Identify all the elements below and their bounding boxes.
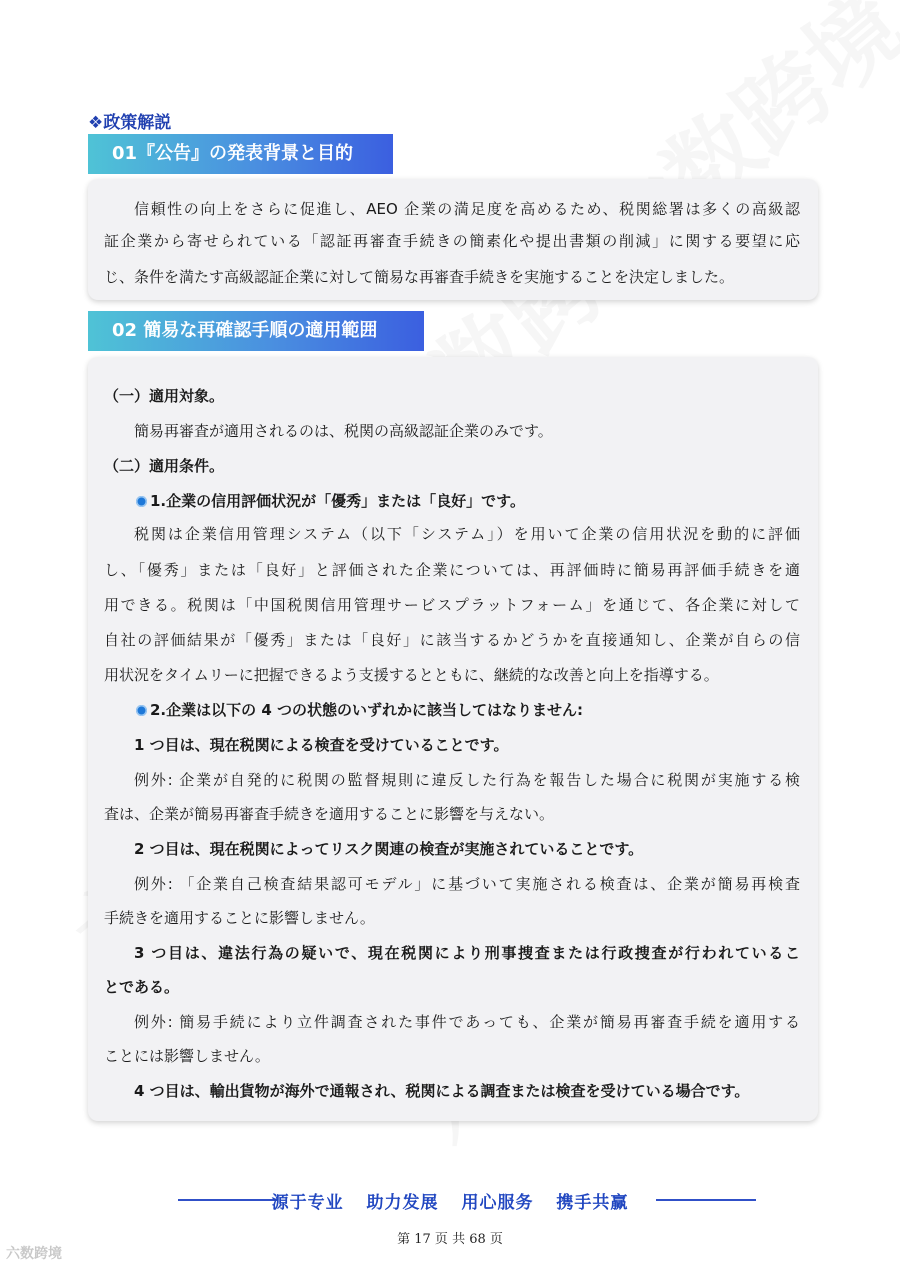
paragraph-line: 例外: 企業が自発的に税関の監督規則に違反した行為を報告した場合に税関が実施する検 bbox=[134, 771, 800, 789]
paragraph-line: ことには影響しません。 bbox=[104, 1047, 270, 1065]
corner-logo: 六数跨境 bbox=[6, 1246, 62, 1262]
case-1-heading: 1 つ目は、現在税関による検査を受けていることです。 bbox=[134, 736, 509, 754]
paragraph-line: じ、条件を満たす高級認証企業に対して簡易な再審査手続きを実施することを決定しました。 bbox=[104, 268, 735, 286]
subheading-target: （一）適用対象。 bbox=[104, 387, 225, 405]
condition-2-heading: 2.企業は以下の 4 つの状態のいずれかに該当してはなりません: bbox=[136, 699, 583, 720]
paragraph-line: 証企業から寄せられている「認証再審査手続きの簡素化や提出書類の削減」に関する要望に応 bbox=[104, 232, 800, 250]
section-tag: ❖政策解説 bbox=[88, 113, 172, 133]
subheading-conditions: （二）適用条件。 bbox=[104, 457, 225, 475]
paragraph-line: 税関は企業信用管理システム（以下「システム」）を用いて企業の信用状況を動的に評価 bbox=[134, 525, 800, 543]
paragraph-line: 信頼性の向上をさらに促進し、AEO 企業の満足度を高めるため、税関総署は多くの高級認 bbox=[134, 200, 800, 218]
bullet-icon bbox=[136, 496, 147, 507]
paragraph-line: 用できる。税関は「中国税関信用管理サービスプラットフォーム」を通じて、各企業に対して bbox=[104, 596, 800, 614]
paragraph-line: し、「優秀」または「良好」と評価された企業については、再評価時に簡易再評価手続きを適 bbox=[104, 561, 800, 579]
paragraph-line: 査は、企業が簡易再審査手続きを適用することに影響を与えない。 bbox=[104, 805, 555, 823]
paragraph-line: 自社の評価結果が「優秀」または「良好」に該当するかどうかを直接通知し、企業が自らの信 bbox=[104, 631, 800, 649]
case-2-heading: 2 つ目は、現在税関によってリスク関連の検査が実施されていることです。 bbox=[134, 840, 644, 858]
case-4-heading: 4 つ目は、輸出貨物が海外で通報され、税関による調査または検査を受けている場合です。 bbox=[134, 1082, 750, 1100]
case-3-heading-cont: とである。 bbox=[104, 978, 180, 996]
section-banner-2: 02 簡易な再確認手順の適用範囲 bbox=[88, 311, 424, 351]
paragraph-line: 手続きを適用することに影響しません。 bbox=[104, 909, 375, 927]
page-number: 第 17 页 共 68 页 bbox=[397, 1232, 503, 1247]
condition-1-heading: 1.企業の信用評価状況が「優秀」または「良好」です。 bbox=[136, 490, 525, 511]
paragraph-line: 例外: 「企業自己検査結果認可モデル」に基づいて実施される検査は、企業が簡易再検査 bbox=[134, 875, 800, 893]
section-banner-1: 01『公告』の発表背景と目的 bbox=[88, 134, 393, 174]
paragraph-line: 簡易再審査が適用されるのは、税関の高級認証企業のみです。 bbox=[134, 422, 553, 440]
footer-slogan: 源于专业 助力发展 用心服务 携手共赢 bbox=[271, 1193, 629, 1213]
paragraph-line: 用状況をタイムリーに把握できるよう支援するとともに、継続的な改善と向上を指導する。 bbox=[104, 666, 719, 684]
bullet-icon bbox=[136, 705, 147, 716]
case-3-heading: 3 つ目は、違法行為の疑いで、現在税関により刑事捜査または行政捜査が行われているこ bbox=[134, 944, 800, 962]
paragraph-line: 例外: 簡易手続により立件調査された事件であっても、企業が簡易再審査手続を適用する bbox=[134, 1013, 800, 1031]
